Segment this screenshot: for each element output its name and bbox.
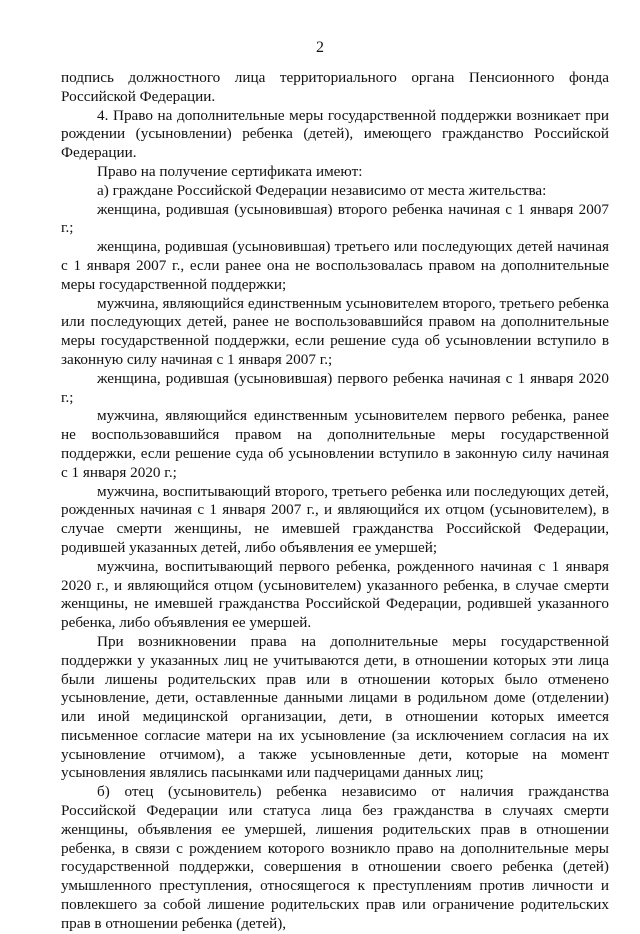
paragraph-woman-third-child: женщина, родившая (усыновившая) третьего или последующих детей начиная с 1 января 2007 г., если ранее она не воспользовалась правом на дополнительные меры государственной поддержки; [61,238,609,293]
paragraph-man-raising-second: мужчина, воспитывающий второго, третьего ребенка или последующих детей, рожденных начиная с 1 января 2007 г., и являющийся их отцом (усыновителем), в случае смерти женщины, не имевшей гражданства Российской Федерации, родившей указанных детей, либо объявления ее умершей; [61,482,609,556]
document-body [61,69,609,934]
paragraph-item-a: а) граждане Российской Федерации независимо от места жительства: [97,181,547,199]
paragraph-woman-first-child: женщина, родившая (усыновившая) первого ребенка начиная с 1 января 2020 г.; [61,369,609,406]
paragraph-signature-continuation: подпись должностного лица территориального органа Пенсионного фонда Российской Федерации. [61,69,609,105]
paragraph-exclusions: При возникновении права на дополнительные меры государственной поддержки у указанных лиц не учитываются дети, в отношении которых эти лица были лишены родительских прав или в отношении которых было отменено усыновление, дети, оставленные данными лицами в родильном доме (отделении) или иной медицинской организации, дети, в отношении которых имеется письменное согласие матери на их усыновление (за исключением согласия на их усыновление отчимом), а также усыновленные дети, которые на момент усыновления являлись пасынками или падчерицами данных лиц; [61,632,609,782]
paragraph-clause-4: 4. Право на дополнительные меры государственной поддержки возникает при рождении (усыновлении) ребенка (детей), имеющего гражданство Российской Федерации. [61,106,609,162]
paragraph-item-b: б) отец (усыновитель) ребенка независимо от наличия гражданства Российской Федерации или статуса лица без гражданства в случаях смерти женщины, объявления ее умершей, лишения родительских прав в отношении ребенка, в связи с рождением которого возникло право на дополнительные меры государственной поддержки, совершения в отношении своего ребенка (детей) умышленного преступления, относящегося к преступлениям против личности и повлекшего за собой лишение родительских прав или ограничение родительских прав в отношении ребенка (детей), [61,783,609,932]
paragraph-certificate-right: Право на получение сертификата имеют: [97,162,363,180]
paragraph-man-raising-first: мужчина, воспитывающий первого ребенка, рожденного начиная с 1 января 2020 г., и являющийся отцом (усыновителем) указанного ребенка, в случае смерти женщины, не имевшей гражданства Российской Федерации, родившей указанного ребенка, либо объявления ее умершей. [61,557,609,632]
page-number: 2 [316,39,324,56]
paragraph-man-sole-adopter-first: мужчина, являющийся единственным усыновителем первого ребенка, ранее не воспользовавшийся правом на дополнительные меры государственной поддержки, если решение суда об усыновлении вступило в законную силу начиная с 1 января 2020 г.; [61,407,609,481]
paragraph-woman-second-child: женщина, родившая (усыновившая) второго ребенка начиная с 1 января 2007 г.; [61,200,609,237]
paragraph-man-sole-adopter-second: мужчина, являющийся единственным усыновителем второго, третьего ребенка или последующих детей, ранее не воспользовавшийся правом на дополнительные меры государственной поддержки, если решение суда об усыновлении вступило в законную силу начиная с 1 января 2007 г.; [61,294,609,368]
